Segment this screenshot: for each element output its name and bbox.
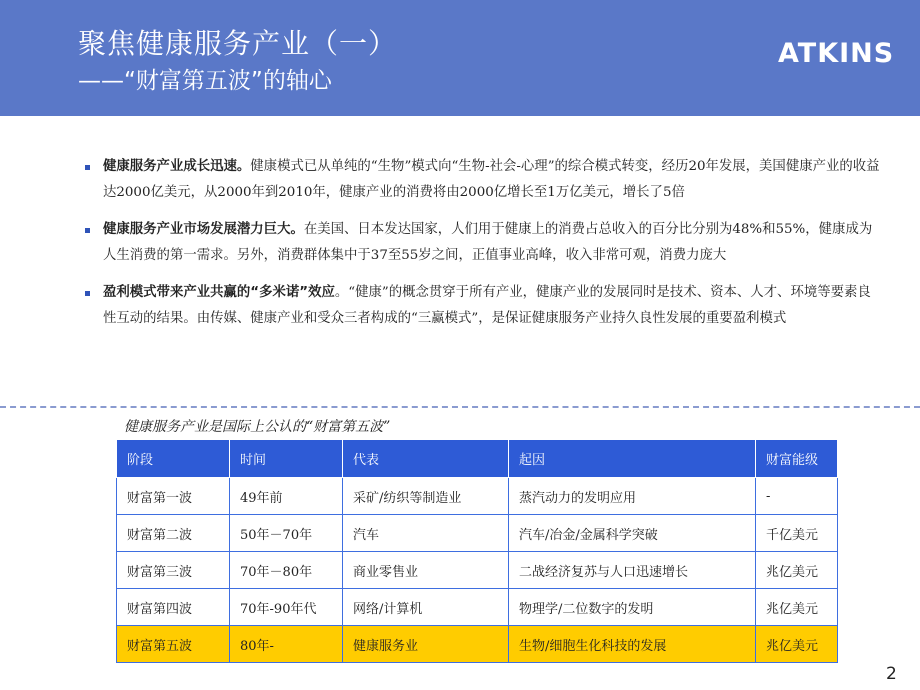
slide-subtitle: ——“财富第五波”的轴心 xyxy=(78,68,332,94)
header-banner xyxy=(0,0,920,116)
atkins-logo: ATKINS xyxy=(778,38,895,69)
cell-representative: 网络/计算机 xyxy=(343,589,509,626)
table-row xyxy=(117,478,838,515)
cell-representative: 采矿/纺织等制造业 xyxy=(343,478,509,515)
cell-cause: 二战经济复苏与人口迅速增长 xyxy=(509,552,756,589)
cell-cause: 汽车/冶金/金属科学突破 xyxy=(509,515,756,552)
cell-cause: 物理学/二位数字的发明 xyxy=(509,589,756,626)
bullet-square-icon xyxy=(85,165,90,170)
cell-time: 70年－80年 xyxy=(230,552,343,589)
cell-wealth-level: 千亿美元 xyxy=(756,515,838,552)
cell-wealth-level: 兆亿美元 xyxy=(756,589,838,626)
table-caption: 健康服务产业是国际上公认的“财富第五波” xyxy=(124,419,391,435)
cell-cause: 生物/细胞生化科技的发展 xyxy=(509,626,756,663)
col-header-stage: 阶段 xyxy=(117,440,230,478)
cell-representative: 商业零售业 xyxy=(343,552,509,589)
cell-stage: 财富第五波 xyxy=(117,626,230,663)
bullet-text: 在美国、日本发达国家，人们用于健康上的消费占总收入的百分比分别为48%和55%，健康成为人生消费的第一需求。另外，消费群体集中于37至55岁之间，正值事业高峰，收入非常可观，消费力庞大 xyxy=(103,222,873,263)
cell-stage: 财富第四波 xyxy=(117,589,230,626)
cell-time: 49年前 xyxy=(230,478,343,515)
cell-wealth-level: 兆亿美元 xyxy=(756,626,838,663)
cell-wealth-level: - xyxy=(756,478,838,515)
bullet-text: 健康模式已从单纯的“生物”模式向“生物-社会-心理”的综合模式转变，经历20年发展，美国健康产业的收益达2000亿美元，从2000年到2010年，健康产业的消费将由2000亿增长至1万亿美元，增长了5倍 xyxy=(103,159,880,200)
col-header-representative: 代表 xyxy=(343,440,509,478)
bullet-item-growth xyxy=(84,154,884,206)
bullet-square-icon xyxy=(85,291,90,296)
cell-time: 50年－70年 xyxy=(230,515,343,552)
cell-wealth-level: 兆亿美元 xyxy=(756,552,838,589)
cell-cause: 蒸汽动力的发明应用 xyxy=(509,478,756,515)
slide-title: 聚焦健康服务产业（一） xyxy=(78,27,398,60)
table-row xyxy=(117,589,838,626)
bullet-text: 。“健康”的概念贯穿于所有产业，健康产业的发展同时是技术、资本、人才、环境等要素良性互动的结果。由传媒、健康产业和受众三者构成的“三赢模式”，是保证健康服务产业持久良性发展的重要盈利模式 xyxy=(103,285,871,326)
wealth-waves-table xyxy=(116,439,838,663)
bullet-lead: 健康服务产业成长迅速。 xyxy=(103,159,251,174)
bullet-item-potential xyxy=(84,217,884,269)
table-row-highlighted xyxy=(117,626,838,663)
page-number: 2 xyxy=(886,664,897,684)
cell-time: 80年- xyxy=(230,626,343,663)
bullet-lead: 盈利模式带来产业共赢的“多米诺”效应 xyxy=(103,285,335,300)
col-header-cause: 起因 xyxy=(509,440,756,478)
cell-stage: 财富第三波 xyxy=(117,552,230,589)
cell-time: 70年-90年代 xyxy=(230,589,343,626)
col-header-wealth-level: 财富能级 xyxy=(756,440,838,478)
cell-stage: 财富第二波 xyxy=(117,515,230,552)
col-header-time: 时间 xyxy=(230,440,343,478)
table-row xyxy=(117,552,838,589)
cell-representative: 健康服务业 xyxy=(343,626,509,663)
bullet-list xyxy=(84,154,884,343)
bullet-lead: 健康服务产业市场发展潜力巨大。 xyxy=(103,222,304,237)
bullet-square-icon xyxy=(85,228,90,233)
table-header-row xyxy=(117,440,838,478)
cell-stage: 财富第一波 xyxy=(117,478,230,515)
dashed-divider xyxy=(0,406,920,408)
table-row xyxy=(117,515,838,552)
bullet-item-profit-model xyxy=(84,280,884,332)
cell-representative: 汽车 xyxy=(343,515,509,552)
